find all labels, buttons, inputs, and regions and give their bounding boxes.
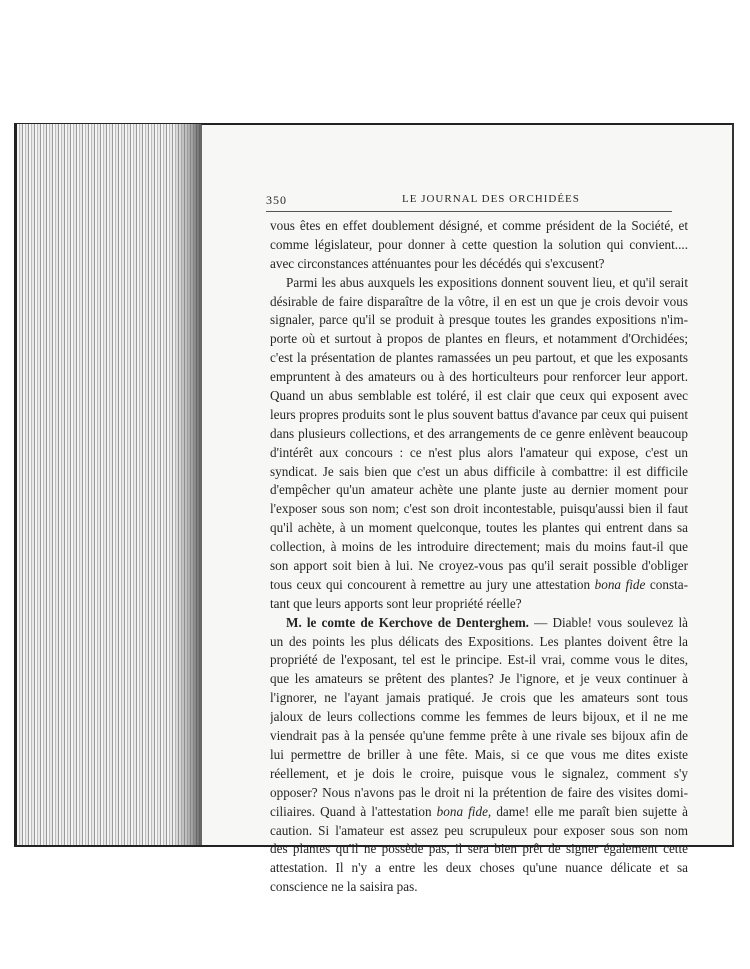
text-segment: — Diable! vous soulevez là — [528, 614, 688, 630]
text-line: c'est la présentation de plantes ramassées un peu partout, et que les exposants — [270, 350, 688, 366]
scan-edge-right — [732, 124, 734, 846]
page-header — [266, 192, 672, 208]
text-line: avec circonstances atténuantes pour les décédés qui s'excusent? — [270, 255, 605, 271]
gutter-shadow — [172, 124, 202, 846]
text-line: désirable de faire disparaître de la vôtre, il en est un que je crois devoir vous — [270, 293, 688, 309]
text-line: jaloux de leurs collections comme les femmes de leurs bijoux, et il ne me — [270, 709, 688, 725]
text-line: signaler, parce qu'il se produit à presque toutes les grandes expositions n'im- — [270, 312, 688, 328]
text-line: un des points les plus délicats des Expositions. Les plantes doivent être la — [270, 633, 688, 649]
text-segment: tous ceux qui concourent à remettre au jury une attestation — [270, 576, 595, 592]
text-line: Quand un abus semblable est toléré, il est clair que ceux qui exposent avec — [270, 388, 688, 404]
text-line: conscience ne la saisira pas. — [270, 879, 418, 895]
text-line: son apport soit bien à lui. Ne croyez-vous pas qu'il serait possible d'obliger — [270, 558, 688, 574]
text-line: l'exposer sous son nom; c'est son droit incontestable, puisqu'aussi bien il faut — [270, 501, 688, 517]
text-line — [270, 614, 688, 633]
text-line: empruntent à des amateurs ou à des horticulteurs pour renforcer leur apport. — [270, 369, 688, 385]
text-line: caution. Si l'amateur est assez peu scrupuleux pour exposer sous son nom — [270, 822, 688, 838]
text-line: qu'il achète, à un moment quelconque, toutes les plantes qui entrent dans sa — [270, 520, 688, 536]
text-line: lui permettre de briller à une fête. Mais, si ce que vous me dites existe — [270, 746, 688, 762]
text-segment: dame! elle me paraît bien sujette à — [491, 803, 688, 819]
text-segment: consta- — [645, 576, 688, 592]
text-line — [270, 803, 688, 822]
text-line: l'ignorer, ne l'ayant jamais pratiqué. Je crois que les amateurs sont tous — [270, 690, 688, 706]
text-line: syndicat. Je sais bien que c'est un abus difficile à combattre: il est difficile — [270, 463, 688, 479]
text-line: vous êtes en effet doublement désigné, et comme président de la Société, et — [270, 218, 688, 233]
text-line: d'intérêt aux concours : ce n'est plus alors l'amateur qui expose, c'est un — [270, 444, 688, 460]
running-title: LE JOURNAL DES ORCHIDÉES — [402, 193, 580, 205]
text-line: collection, à moins de les introduire directement; mais du moins faut-il que — [270, 539, 688, 555]
text-line: viendrait pas à la pensée qu'une femme prête à une rivale ses bijoux afin de — [270, 728, 688, 744]
header-rule — [266, 211, 672, 212]
text-line: dans plusieurs collections, et des arrangements de ce genre enlèvent beaucoup — [270, 425, 688, 441]
text-line: propriété de l'exposant, tel est le principe. Est-il vrai, comme vous le dites, — [270, 652, 688, 668]
text-line: leurs propres produits sont le plus souvent battus d'avance par ceux qui puisent — [270, 406, 688, 422]
text-line — [270, 576, 688, 595]
body-text — [270, 217, 688, 897]
text-line: opposer? Nous n'avons pas le droit ni la prétention de faire des visites domi- — [270, 784, 688, 800]
text-line: Parmi les abus auxquels les expositions donnent souvent lieu, et qu'il serait — [286, 274, 688, 290]
scan-background — [14, 0, 750, 125]
text-line: que les amateurs se prêtent des plantes? Je l'ignore, et je veux continuer à — [270, 671, 688, 687]
text-line: porte où et surtout à propos de plantes en fleurs, et notamment d'Orchidées; — [270, 331, 688, 347]
page-number: 350 — [266, 193, 287, 207]
text-segment: ciliaires. Quand à l'attestation — [270, 803, 437, 819]
italic-phrase: bona fide — [594, 576, 646, 592]
text-line: des plantes qu'il ne possède pas, il sera bien prêt de signer également cette — [270, 841, 688, 857]
text-line: d'empêcher qu'un amateur achète une plante juste au dernier moment pour — [270, 482, 688, 498]
text-line: réellement, et je dois le croire, puisque vous le signalez, comment s'y — [270, 765, 688, 781]
text-line: attestation. Il n'y a entre les deux choses qu'une nuance délicate et sa — [270, 860, 688, 876]
text-line: comme législateur, pour donner à cette question la solution qui convient.... — [270, 236, 688, 252]
speaker-name: M. le comte de Kerchove de Denterghem. — [286, 614, 529, 630]
text-line: tant que leurs apports sont leur propriété réelle? — [270, 595, 522, 611]
italic-phrase: bona fide, — [436, 803, 492, 819]
